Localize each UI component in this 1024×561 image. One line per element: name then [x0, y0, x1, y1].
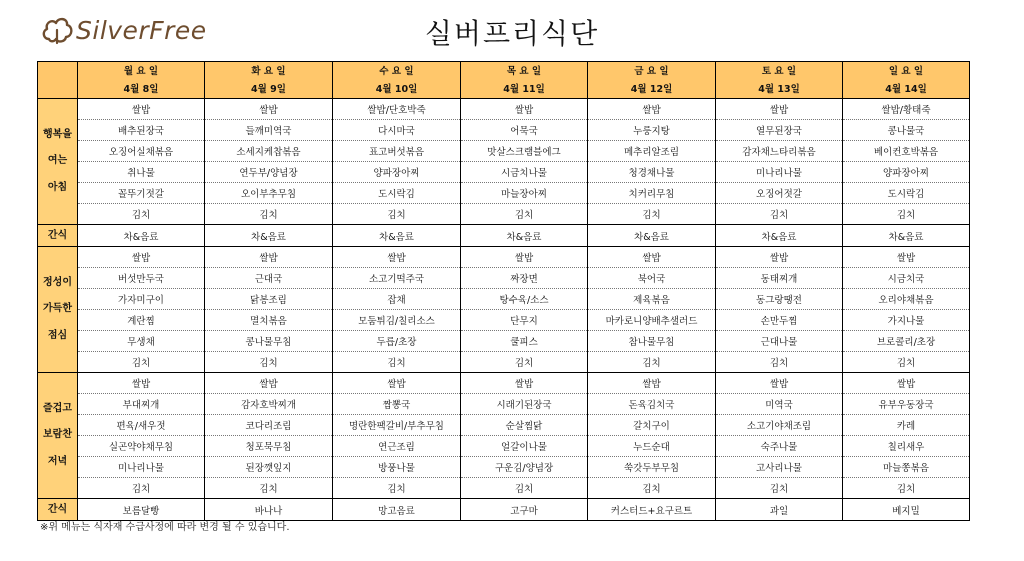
menu-item-cell: 청포묵무침 [205, 436, 333, 457]
menu-item-cell: 김치 [716, 204, 843, 225]
menu-item-cell: 쌀밥 [333, 247, 461, 268]
menu-item-cell: 오이부추무침 [205, 183, 333, 204]
meal-label-line: 정성이 [43, 276, 72, 288]
menu-item-cell: 김치 [205, 478, 333, 499]
meal-label-line: 여는 [47, 155, 68, 167]
menu-item-cell: 차&음료 [588, 225, 716, 247]
menu-item-cell: 연근조림 [333, 436, 461, 457]
menu-item-cell: 망고음료 [333, 499, 461, 521]
menu-item-cell: 김치 [716, 352, 843, 373]
menu-item-cell: 쌀밥 [333, 373, 461, 394]
menu-item-cell: 연두부/양념장 [205, 162, 333, 183]
menu-item-cell: 감자채느타리볶음 [716, 141, 843, 162]
menu-item-cell: 바나나 [205, 499, 333, 521]
menu-item-cell: 계란찜 [78, 310, 205, 331]
meal-row [38, 394, 970, 415]
brand-name: SilverFree [76, 15, 207, 45]
menu-item-cell: 쌀밥 [461, 247, 588, 268]
day-date-header: 4월 11일 [461, 80, 588, 99]
menu-item-cell: 버섯만두국 [78, 268, 205, 289]
day-name-header: 목 요 일 [461, 62, 588, 81]
menu-item-cell: 얼갈이나물 [461, 436, 588, 457]
menu-item-cell: 오리야채볶음 [843, 289, 970, 310]
meal-label-line: 저녁 [47, 455, 68, 467]
menu-item-cell: 닭봉조림 [205, 289, 333, 310]
menu-item-cell: 실곤약야채무침 [78, 436, 205, 457]
menu-item-cell: 시래기된장국 [461, 394, 588, 415]
menu-item-cell: 된장깻잎지 [205, 457, 333, 478]
menu-item-cell: 김치 [843, 478, 970, 499]
meal-label-line: 행복을 [43, 128, 72, 140]
menu-item-cell: 김치 [461, 352, 588, 373]
menu-item-cell: 손만두찜 [716, 310, 843, 331]
menu-item-cell: 열무된장국 [716, 120, 843, 141]
menu-item-cell: 쌀밥/황태죽 [843, 99, 970, 120]
menu-item-cell: 쌀밥 [716, 99, 843, 120]
menu-item-cell: 부대찌개 [78, 394, 205, 415]
header-days-row [38, 62, 970, 81]
menu-item-cell: 방풍나물 [333, 457, 461, 478]
menu-item-cell: 쌀밥 [205, 247, 333, 268]
menu-item-cell: 차&음료 [78, 225, 205, 247]
menu-item-cell: 김치 [588, 352, 716, 373]
menu-item-cell: 코다리조림 [205, 415, 333, 436]
menu-item-cell: 김치 [461, 478, 588, 499]
menu-item-cell: 근대나물 [716, 331, 843, 352]
day-name-header: 일 요 일 [843, 62, 970, 81]
menu-item-cell: 가자미구이 [78, 289, 205, 310]
snack-row [38, 225, 970, 247]
menu-item-cell: 멸치볶음 [205, 310, 333, 331]
menu-item-cell: 오징어젓갈 [716, 183, 843, 204]
menu-item-cell: 취나물 [78, 162, 205, 183]
day-date-header: 4월 10일 [333, 80, 461, 99]
menu-item-cell: 단무지 [461, 310, 588, 331]
day-name-header: 화 요 일 [205, 62, 333, 81]
menu-item-cell: 잡채 [333, 289, 461, 310]
snack-label [38, 225, 78, 247]
meal-label [38, 99, 78, 225]
day-date-header: 4월 12일 [588, 80, 716, 99]
menu-item-cell: 표고버섯볶음 [333, 141, 461, 162]
menu-item-cell: 쌀밥 [588, 99, 716, 120]
menu-item-cell: 탕수육/소스 [461, 289, 588, 310]
menu-item-cell: 김치 [843, 352, 970, 373]
menu-item-cell: 쌀밥 [461, 99, 588, 120]
header-corner [38, 62, 78, 99]
menu-item-cell: 마카로니양배추샐러드 [588, 310, 716, 331]
menu-item-cell: 치커리무침 [588, 183, 716, 204]
menu-item-cell: 근대국 [205, 268, 333, 289]
menu-item-cell: 모둠튀김/칠리소스 [333, 310, 461, 331]
day-name-header: 수 요 일 [333, 62, 461, 81]
menu-item-cell: 청경채나물 [588, 162, 716, 183]
menu-item-cell: 소세지케찹볶음 [205, 141, 333, 162]
menu-item-cell: 김치 [78, 204, 205, 225]
menu-item-cell: 소고기야채조림 [716, 415, 843, 436]
meal-row [38, 457, 970, 478]
menu-item-cell: 도시락김 [843, 183, 970, 204]
menu-item-cell: 김치 [716, 478, 843, 499]
menu-item-cell: 쿨피스 [461, 331, 588, 352]
menu-item-cell: 카레 [843, 415, 970, 436]
menu-item-cell: 가지나물 [843, 310, 970, 331]
menu-item-cell: 미나리나물 [716, 162, 843, 183]
meal-row [38, 415, 970, 436]
menu-item-cell: 두릅/초장 [333, 331, 461, 352]
menu-item-cell: 쌀밥 [78, 373, 205, 394]
menu-item-cell: 무생채 [78, 331, 205, 352]
menu-item-cell: 콩나물무침 [205, 331, 333, 352]
meal-row [38, 141, 970, 162]
menu-item-cell: 꼴뚜기젓갈 [78, 183, 205, 204]
menu-item-cell: 배추된장국 [78, 120, 205, 141]
menu-item-cell: 갈치구이 [588, 415, 716, 436]
menu-item-cell: 콩나물국 [843, 120, 970, 141]
menu-item-cell: 쌀밥 [716, 373, 843, 394]
menu-item-cell: 들깨미역국 [205, 120, 333, 141]
menu-item-cell: 어묵국 [461, 120, 588, 141]
menu-item-cell: 명란한팩갈비/부추무침 [333, 415, 461, 436]
menu-item-cell: 소고기떡주국 [333, 268, 461, 289]
meal-label-line: 간식 [47, 230, 68, 241]
meal-label-line: 점심 [47, 329, 68, 341]
menu-item-cell: 쌀밥 [588, 247, 716, 268]
meal-row [38, 478, 970, 499]
menu-item-cell: 차&음료 [461, 225, 588, 247]
menu-item-cell: 감자호박찌개 [205, 394, 333, 415]
menu-item-cell: 북어국 [588, 268, 716, 289]
menu-item-cell: 오징어실채볶음 [78, 141, 205, 162]
footnote: ※위 메뉴는 식자재 수급사정에 따라 변경 될 수 있습니다. [40, 522, 290, 533]
menu-item-cell: 유부우동장국 [843, 394, 970, 415]
meal-row [38, 120, 970, 141]
menu-item-cell: 쌀밥 [78, 99, 205, 120]
menu-item-cell: 김치 [588, 478, 716, 499]
menu-item-cell: 김치 [461, 204, 588, 225]
meal-row [38, 352, 970, 373]
menu-item-cell: 고사리나물 [716, 457, 843, 478]
meal-row [38, 99, 970, 120]
menu-item-cell: 미역국 [716, 394, 843, 415]
meal-row [38, 204, 970, 225]
menu-item-cell: 편육/새우젓 [78, 415, 205, 436]
menu-item-cell: 커스터드+요구르트 [588, 499, 716, 521]
menu-item-cell: 마늘쫑볶음 [843, 457, 970, 478]
menu-item-cell: 차&음료 [716, 225, 843, 247]
meal-label-line: 보람찬 [43, 429, 72, 441]
menu-item-cell: 도시락김 [333, 183, 461, 204]
menu-item-cell: 시금치국 [843, 268, 970, 289]
menu-item-cell: 김치 [333, 352, 461, 373]
meal-label [38, 373, 78, 499]
day-date-header: 4월 9일 [205, 80, 333, 99]
menu-item-cell: 김치 [205, 204, 333, 225]
menu-item-cell: 김치 [333, 204, 461, 225]
menu-item-cell: 맛살스크램블에그 [461, 141, 588, 162]
meal-row [38, 247, 970, 268]
menu-item-cell: 제육볶음 [588, 289, 716, 310]
menu-item-cell: 쌀밥 [588, 373, 716, 394]
meal-row [38, 183, 970, 204]
menu-item-cell: 베지밀 [843, 499, 970, 521]
meal-row [38, 289, 970, 310]
meal-row [38, 331, 970, 352]
menu-item-cell: 다시마국 [333, 120, 461, 141]
menu-item-cell: 보름달빵 [78, 499, 205, 521]
menu-item-cell: 베이컨호박볶음 [843, 141, 970, 162]
menu-item-cell: 동태찌개 [716, 268, 843, 289]
day-date-header: 4월 14일 [843, 80, 970, 99]
menu-item-cell: 메추리알조림 [588, 141, 716, 162]
menu-item-cell: 양파장아찌 [843, 162, 970, 183]
meal-label-line: 간식 [47, 504, 68, 515]
menu-item-cell: 쌀밥 [843, 247, 970, 268]
menu-item-cell: 누드순대 [588, 436, 716, 457]
menu-item-cell: 과일 [716, 499, 843, 521]
day-name-header: 월 요 일 [78, 62, 205, 81]
menu-item-cell: 쌀밥 [205, 373, 333, 394]
day-date-header: 4월 8일 [78, 80, 205, 99]
menu-item-cell: 참나물무침 [588, 331, 716, 352]
menu-item-cell: 짬뽕국 [333, 394, 461, 415]
meal-label [38, 247, 78, 373]
menu-item-cell: 쌀밥 [461, 373, 588, 394]
meal-row [38, 436, 970, 457]
day-date-header: 4월 13일 [716, 80, 843, 99]
menu-item-cell: 쌀밥 [716, 247, 843, 268]
menu-item-cell: 구운김/양념장 [461, 457, 588, 478]
meal-label-line: 아침 [47, 181, 68, 193]
menu-item-cell: 고구마 [461, 499, 588, 521]
meal-row [38, 373, 970, 394]
menu-item-cell: 차&음료 [843, 225, 970, 247]
meal-label-line: 가득한 [43, 303, 72, 315]
menu-item-cell: 양파장아찌 [333, 162, 461, 183]
menu-item-cell: 쌀밥 [78, 247, 205, 268]
day-name-header: 토 요 일 [716, 62, 843, 81]
menu-item-cell: 칠리새우 [843, 436, 970, 457]
menu-item-cell: 차&음료 [205, 225, 333, 247]
menu-item-cell: 쌀밥/단호박죽 [333, 99, 461, 120]
page-title: 실버프리식단 [424, 17, 600, 50]
meal-row [38, 268, 970, 289]
weekly-menu-table [37, 61, 970, 521]
menu-item-cell: 김치 [78, 478, 205, 499]
menu-item-cell: 순살찜닭 [461, 415, 588, 436]
menu-item-cell: 차&음료 [333, 225, 461, 247]
meal-label-line: 즐겁고 [43, 402, 72, 414]
menu-item-cell: 마늘장아찌 [461, 183, 588, 204]
menu-item-cell: 김치 [205, 352, 333, 373]
day-name-header: 금 요 일 [588, 62, 716, 81]
menu-item-cell: 누룽지탕 [588, 120, 716, 141]
menu-item-cell: 브로콜리/초장 [843, 331, 970, 352]
menu-item-cell: 쑥갓두부무침 [588, 457, 716, 478]
menu-item-cell: 쌀밥 [843, 373, 970, 394]
menu-item-cell: 시금치나물 [461, 162, 588, 183]
menu-item-cell: 숙주나물 [716, 436, 843, 457]
meal-row [38, 310, 970, 331]
menu-item-cell: 돈육김치국 [588, 394, 716, 415]
meal-row [38, 162, 970, 183]
menu-item-cell: 김치 [843, 204, 970, 225]
menu-item-cell: 김치 [333, 478, 461, 499]
menu-item-cell: 쌀밥 [205, 99, 333, 120]
menu-item-cell: 미나리나물 [78, 457, 205, 478]
menu-item-cell: 짜장면 [461, 268, 588, 289]
menu-item-cell: 김치 [78, 352, 205, 373]
menu-item-cell: 김치 [588, 204, 716, 225]
header-dates-row [38, 80, 970, 99]
menu-item-cell: 동그랑땡전 [716, 289, 843, 310]
